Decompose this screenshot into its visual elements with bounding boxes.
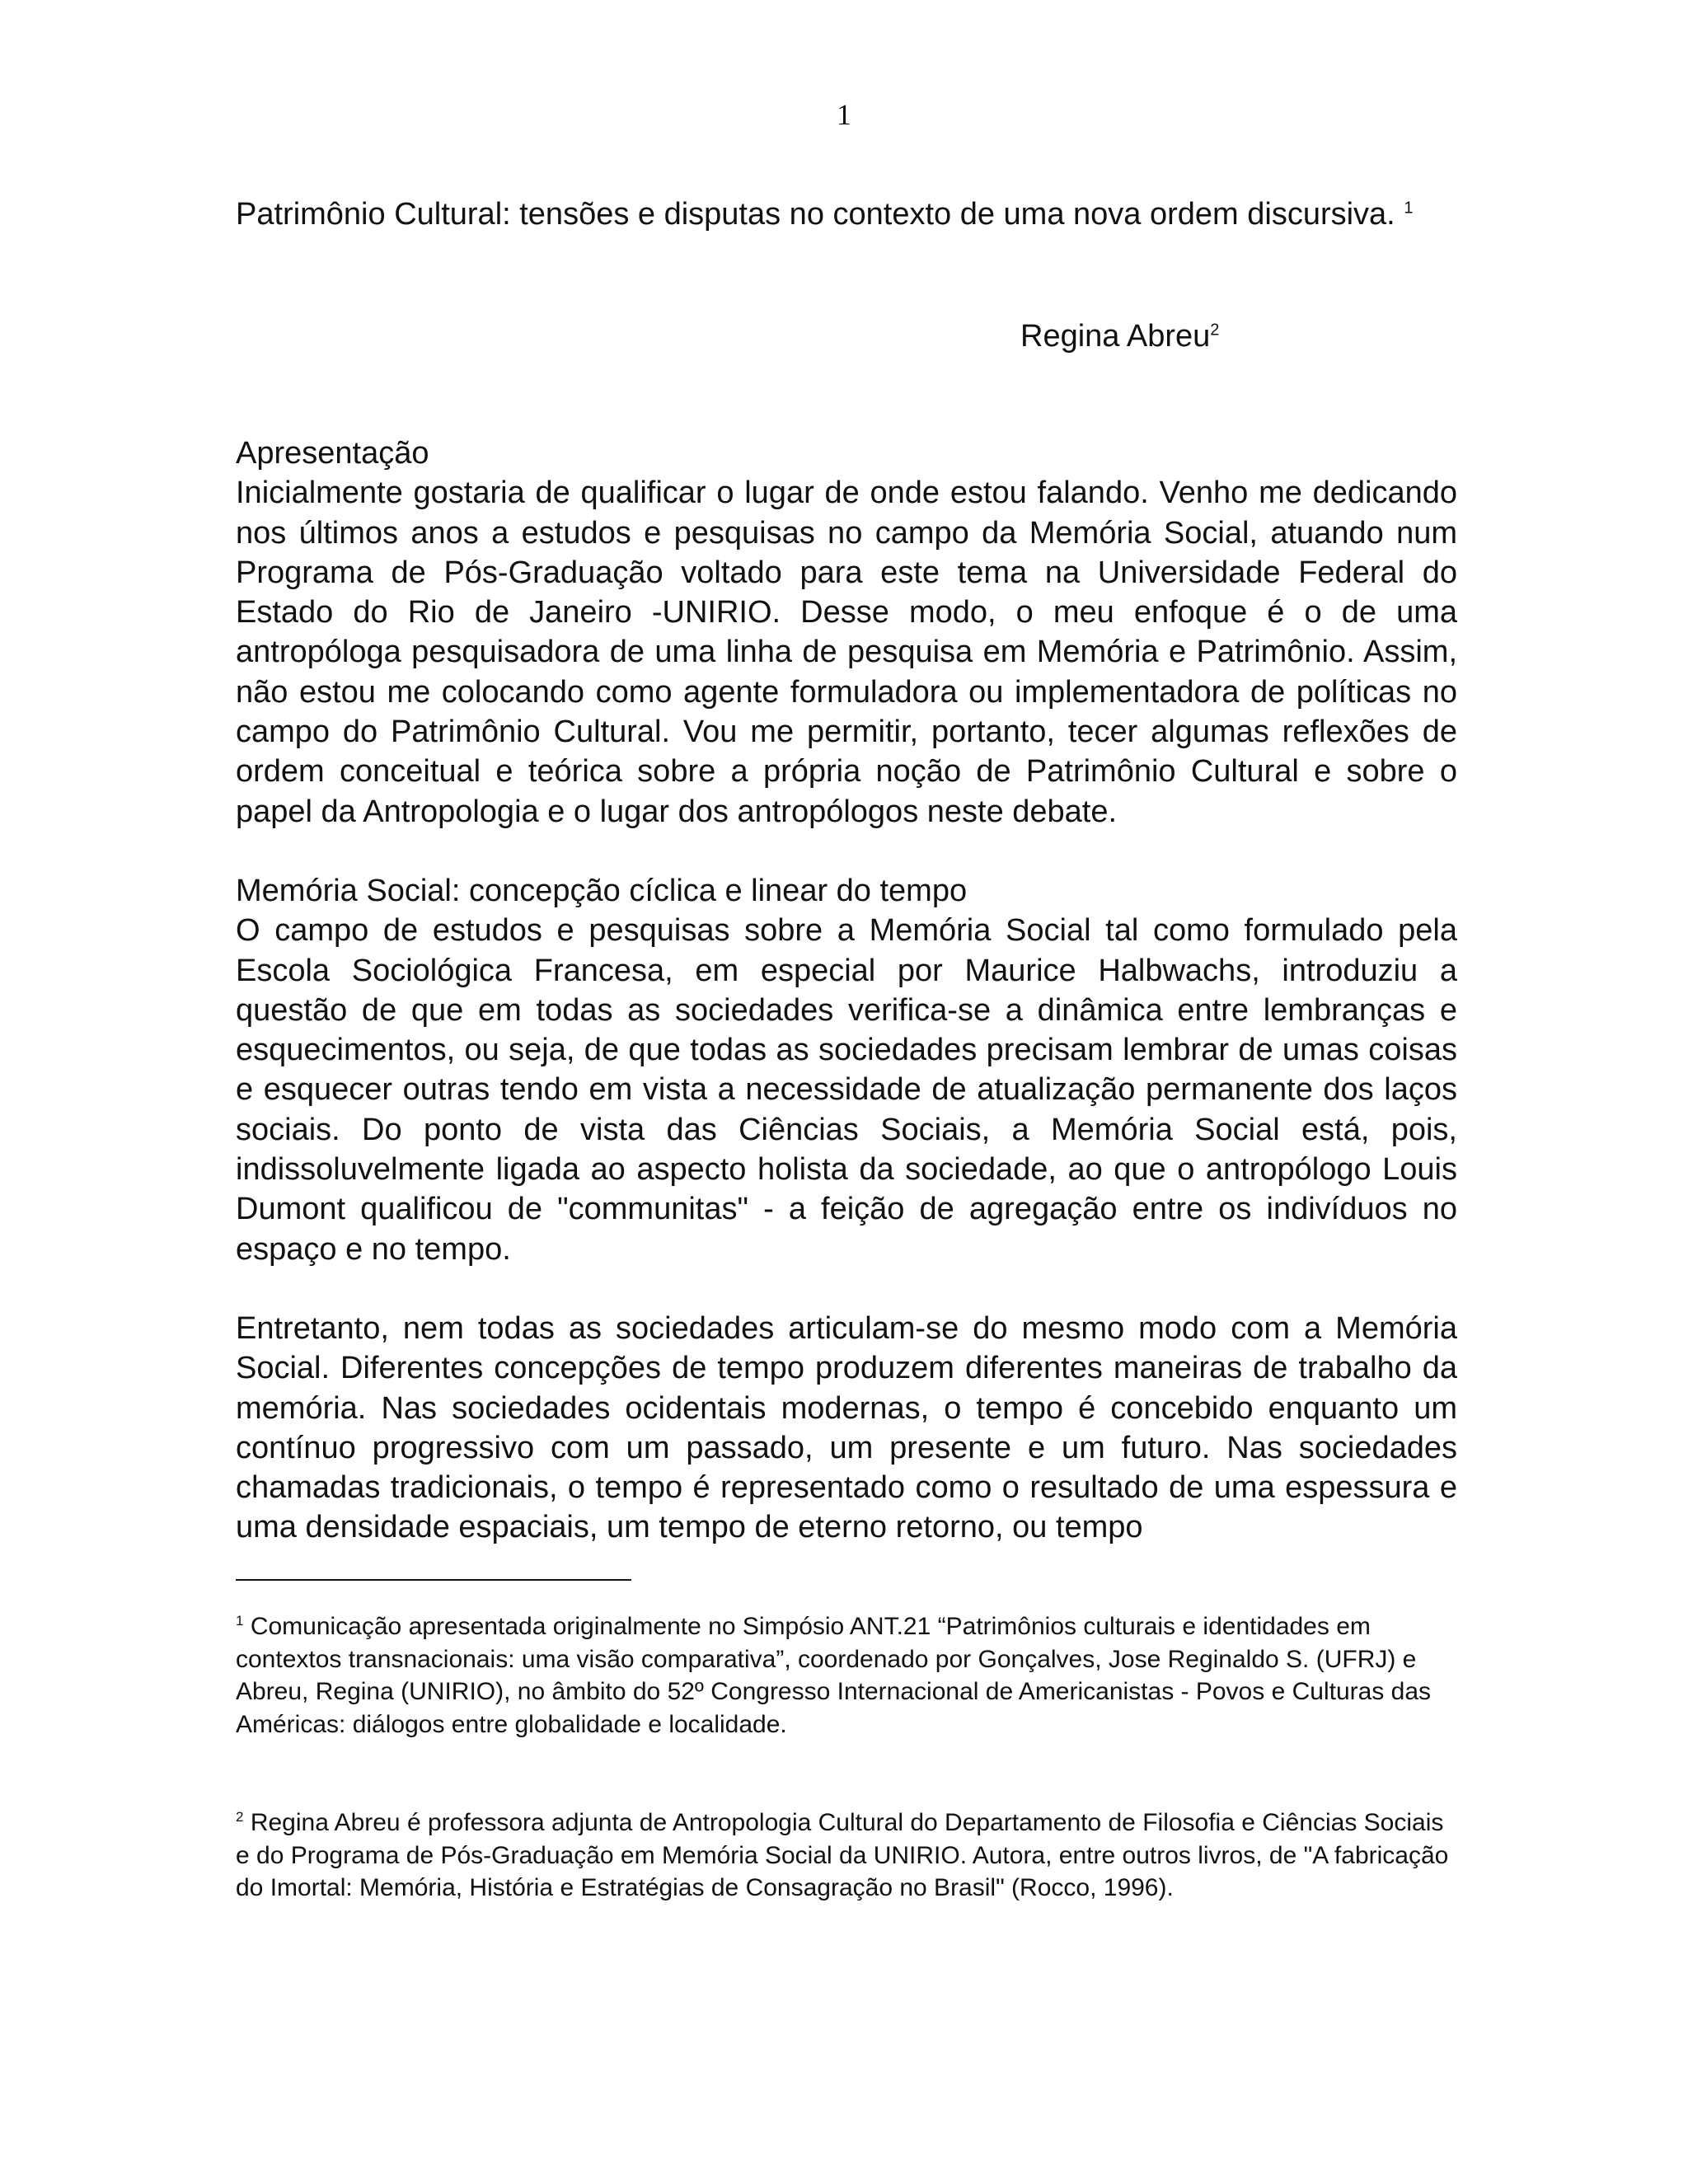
body-content [236, 434, 1457, 1548]
footnotes [236, 1610, 1464, 1905]
section-heading-memoria-social: Memória Social: concepção cíclica e linear do tempo [236, 873, 968, 908]
section-spacer [236, 832, 1457, 871]
footnote-ref-1[interactable]: 1 [1404, 199, 1414, 218]
footnote-spacer [236, 1741, 1464, 1807]
paragraph: O campo de estudos e pesquisas sobre a Memória Social tal como formulado pela Escola Sociológica Francesa, em especial por Maurice Halbwachs, introduziu a questão de que em todas as sociedades verifica-se a dinâmica entre lembranças e esquecimentos, ou seja, de que todas as sociedades precisam lembrar de umas coisas e esquecer outras tendo em vista a necessidade de atualização permanente dos laços sociais. Do ponto de vista das Ciências Sociais, a Memória Social está, pois, indissoluvelmente ligada ao aspecto holista da sociedade, ao que o antropólogo Louis Dumont qualificou de "communitas" - a feição de agregação entre os indivíduos no espaço e no tempo. [236, 913, 1457, 1267]
page-number: 1 [837, 98, 851, 131]
author-line [1020, 316, 1219, 357]
document-title [236, 194, 1472, 235]
paragraph-spacer [236, 1269, 1457, 1309]
footnote-1 [236, 1610, 1464, 1741]
title-text: Patrimônio Cultural: tensões e disputas no contexto de uma nova ordem discursiva. [236, 197, 1395, 232]
footnote-text: Regina Abreu é professora adjunta de Antropologia Cultural do Departamento de Filosofia e Ciências Sociais e do Programa de Pós-Graduação em Memória Social da UNIRIO. Autora, entre outros livros, de "A fabricação do Imortal: Memória, História e Estratégias de Consagração no Brasil" (Rocco, 1996). [236, 1809, 1449, 1901]
author-name: Regina Abreu [1020, 319, 1211, 354]
footnote-text: Comunicação apresentada originalmente no Simpósio ANT.21 “Patrimônios culturais e identidades em contextos transnacionais: uma visão comparativa”, coordenado por Gonçalves, Jose Reginaldo S. (UFRJ) e Abreu, Regina (UNIRIO), no âmbito do 52º Congresso Internacional de Americanistas - Povos e Culturas das Américas: diálogos entre globalidade e localidade. [236, 1613, 1432, 1738]
footnote-2 [236, 1807, 1464, 1905]
paragraph: Inicialmente gostaria de qualificar o lugar de onde estou falando. Venho me dedicando nos últimos anos a estudos e pesquisas no campo da Memória Social, atuando num Programa de Pós-Graduação voltado para este tema na Universidade Federal do Estado do Rio de Janeiro -UNIRIO. Desse modo, o meu enfoque é o de uma antropóloga pesquisadora de uma linha de pesquisa em Memória e Patrimônio. Assim, não estou me colocando como agente formuladora ou implementadora de políticas no campo do Patrimônio Cultural. Vou me permitir, portanto, tecer algumas reflexões de ordem conceitual e teórica sobre a própria noção de Patrimônio Cultural e sobre o papel da Antropologia e o lugar dos antropólogos neste debate. [236, 476, 1457, 829]
section-heading-apresentacao: Apresentação [236, 436, 429, 471]
footnote-marker: 1 [236, 1613, 244, 1629]
footnote-marker: 2 [236, 1809, 244, 1825]
footnote-ref-2[interactable]: 2 [1210, 321, 1220, 340]
paragraph: Entretanto, nem todas as sociedades articulam-se do mesmo modo com a Memória Social. Diferentes concepções de tempo produzem diferentes maneiras de trabalho da memória. Nas sociedades ocidentais modernas, o tempo é concebido enquanto um contínuo progressivo com um passado, um presente e um futuro. Nas sociedades chamadas tradicionais, o tempo é representado como o resultado de uma espessura e uma densidade espaciais, um tempo de eterno retorno, ou tempo [236, 1310, 1457, 1545]
footnote-divider [236, 1579, 631, 1581]
